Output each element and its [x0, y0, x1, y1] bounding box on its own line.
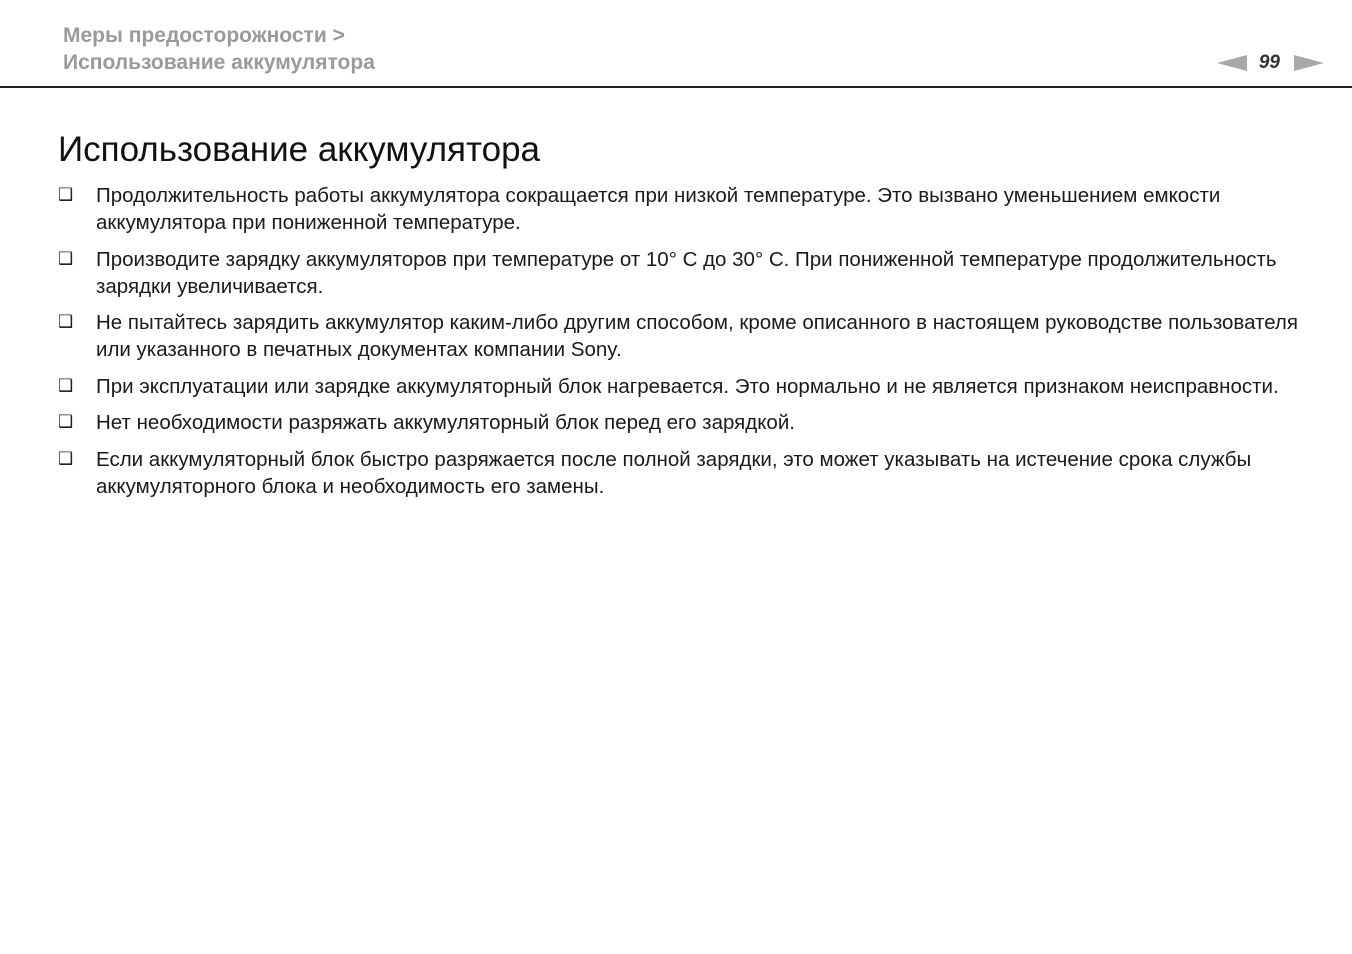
list-item: [58, 373, 1308, 400]
list-item-text: Если аккумуляторный блок быстро разряжается после полной зарядки, это может указывать на истечение срока службы аккумуляторного блока и необходимость его замены.: [96, 447, 1252, 498]
list-item-text: Нет необходимости разряжать аккумуляторный блок перед его зарядкой.: [96, 411, 795, 434]
list-item-text: Не пытайтесь зарядить аккумулятор каким-либо другим способом, кроме описанного в настоящем руководстве пользователя или указанного в печатных документах компании Sony.: [96, 311, 1298, 361]
list-item-text: Продолжительность работы аккумулятора сокращается при низкой температуре. Это вызвано уменьшением емкости аккумулятора при пониженной температуре.: [96, 184, 1221, 234]
triangle-left-icon[interactable]: [1217, 55, 1247, 71]
list-item: [58, 409, 1308, 436]
page-header: [0, 0, 1352, 88]
checkbox-bullet-icon: ❑: [58, 412, 74, 432]
triangle-right-icon[interactable]: [1294, 55, 1324, 71]
page-navigation: [1217, 50, 1324, 76]
list-item-text: Производите зарядку аккумуляторов при температуре от 10° C до 30° C. При пониженной температуре продолжительность зарядки увеличивается.: [96, 247, 1277, 298]
page-title: Использование аккумулятора: [58, 130, 541, 169]
checkbox-bullet-icon: ❑: [58, 248, 74, 269]
list-item: [58, 309, 1308, 363]
breadcrumb: [63, 22, 375, 76]
checkbox-bullet-icon: ❑: [58, 185, 74, 205]
list-item: [58, 446, 1308, 500]
checkbox-bullet-icon: ❑: [58, 312, 74, 332]
list-item-text: При эксплуатации или зарядке аккумуляторный блок нагревается. Это нормально и не является признаком неисправности.: [96, 374, 1279, 398]
checkbox-bullet-icon: ❑: [58, 448, 74, 469]
page-number: 99: [1258, 52, 1280, 73]
checkbox-bullet-icon: ❑: [58, 375, 74, 396]
list-item: [58, 182, 1308, 236]
bullet-list: [58, 182, 1308, 509]
breadcrumb-current: Использование аккумулятора: [63, 51, 375, 74]
breadcrumb-parent[interactable]: Меры предосторожности >: [63, 24, 345, 47]
list-item: [58, 246, 1308, 300]
